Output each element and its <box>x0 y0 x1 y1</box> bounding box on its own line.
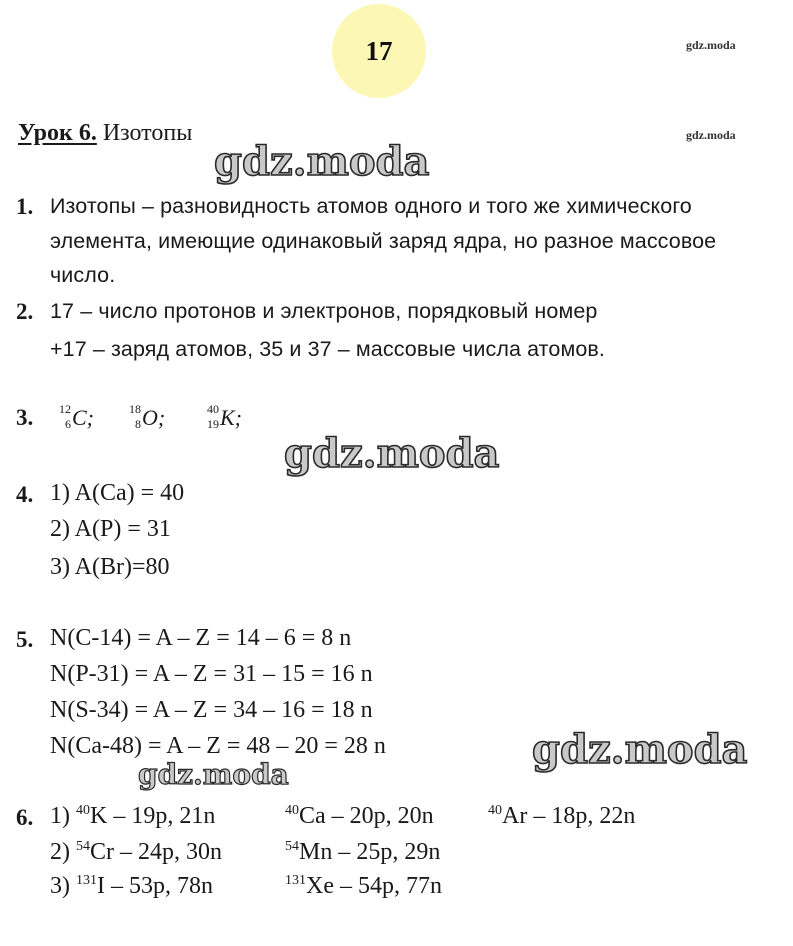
mass-number: 54 <box>285 839 299 854</box>
item-6-row-1-cell-2 <box>285 803 434 830</box>
isotope-carbon <box>59 402 94 431</box>
page-number-badge <box>332 4 426 98</box>
isotope-carbon-charge: 6 <box>65 417 71 431</box>
mass-number: 40 <box>285 803 299 818</box>
row-1-index: 1) <box>50 803 76 829</box>
item-4-number: 4. <box>16 482 34 507</box>
row-3-index: 3) <box>50 873 76 899</box>
lesson-topic: Изотопы <box>96 120 193 146</box>
item-5-line-1: N(C-14) = A – Z = 14 – 6 = 8 n <box>50 625 352 651</box>
isotope-text: Cr – 24p, 30n <box>90 839 222 865</box>
mass-number: 131 <box>285 873 306 888</box>
item-2-line-2: +17 – заряд атомов, 35 и 37 – массовые числа атомов. <box>50 337 605 361</box>
isotope-potassium-mass: 40 <box>207 402 219 416</box>
watermark-big-2: gdz.moda <box>284 430 500 477</box>
isotope-text: K – 19p, 21n <box>90 803 216 829</box>
item-6-row-1-cell-1 <box>50 803 215 830</box>
item-1-number: 1. <box>16 194 34 219</box>
isotope-potassium <box>207 402 242 431</box>
item-6-row-1-cell-3 <box>488 803 635 830</box>
item-5-line-4: N(Ca-48) = A – Z = 48 – 20 = 28 n <box>50 733 386 759</box>
item-6-number: 6. <box>16 805 34 830</box>
item-1-line-2: элемента, имеющие одинаковый заряд ядра, но разное массовое <box>50 229 717 253</box>
mass-number: 40 <box>76 803 90 818</box>
isotope-text: Xe – 54p, 77n <box>306 873 442 899</box>
item-5-line-2: N(P-31) = A – Z = 31 – 15 = 16 n <box>50 661 373 687</box>
item-4-line-3: 3) A(Br)=80 <box>50 554 170 580</box>
item-5-number: 5. <box>16 627 34 652</box>
isotope-oxygen <box>129 402 166 431</box>
mass-number: 54 <box>76 839 90 854</box>
isotope-potassium-charge: 19 <box>207 417 219 431</box>
watermark-big-3: gdz.moda <box>532 726 748 773</box>
watermark-big-1: gdz.moda <box>214 138 430 185</box>
isotope-oxygen-charge: 8 <box>135 417 141 431</box>
isotope-text: Ca – 20p, 20n <box>299 803 434 829</box>
item-6-row-3-cell-2 <box>285 873 442 900</box>
isotope-carbon-symbol: C; <box>72 405 94 430</box>
isotope-text: Mn – 25p, 29n <box>299 839 441 865</box>
isotope-oxygen-symbol: O; <box>142 405 166 430</box>
isotope-potassium-symbol: K; <box>220 405 242 430</box>
lesson-label: Урок 6. <box>18 120 97 146</box>
watermark-small-top: gdz.moda <box>686 38 736 52</box>
item-4-line-1: 1) A(Ca) = 40 <box>50 480 185 506</box>
row-2-index: 2) <box>50 839 76 865</box>
item-6-row-2-cell-1 <box>50 839 222 866</box>
item-2-line-1: 17 – число протонов и электронов, порядковый номер <box>50 299 598 323</box>
mass-number: 40 <box>488 803 502 818</box>
item-6-row-2-cell-2 <box>285 839 440 866</box>
item-5-line-3: N(S-34) = A – Z = 34 – 16 = 18 n <box>50 697 373 723</box>
item-1-line-3: число. <box>50 263 116 287</box>
item-2-number: 2. <box>16 299 34 324</box>
isotope-text: Ar – 18p, 22n <box>502 803 636 829</box>
isotope-oxygen-mass: 18 <box>129 402 141 416</box>
isotope-text: I – 53p, 78n <box>97 873 213 899</box>
mass-number: 131 <box>76 873 97 888</box>
page-number: 17 <box>365 35 393 66</box>
item-6-row-3-cell-1 <box>50 873 213 900</box>
watermark-big-4: gdz.moda <box>138 758 289 791</box>
watermark-small-title: gdz.moda <box>686 128 736 142</box>
lesson-title <box>18 120 192 147</box>
item-4-line-2: 2) A(P) = 31 <box>50 516 171 542</box>
item-1-line-1: Изотопы – разновидность атомов одного и того же химического <box>50 194 692 218</box>
isotope-carbon-mass: 12 <box>59 402 71 416</box>
item-3-number: 3. <box>16 405 34 430</box>
